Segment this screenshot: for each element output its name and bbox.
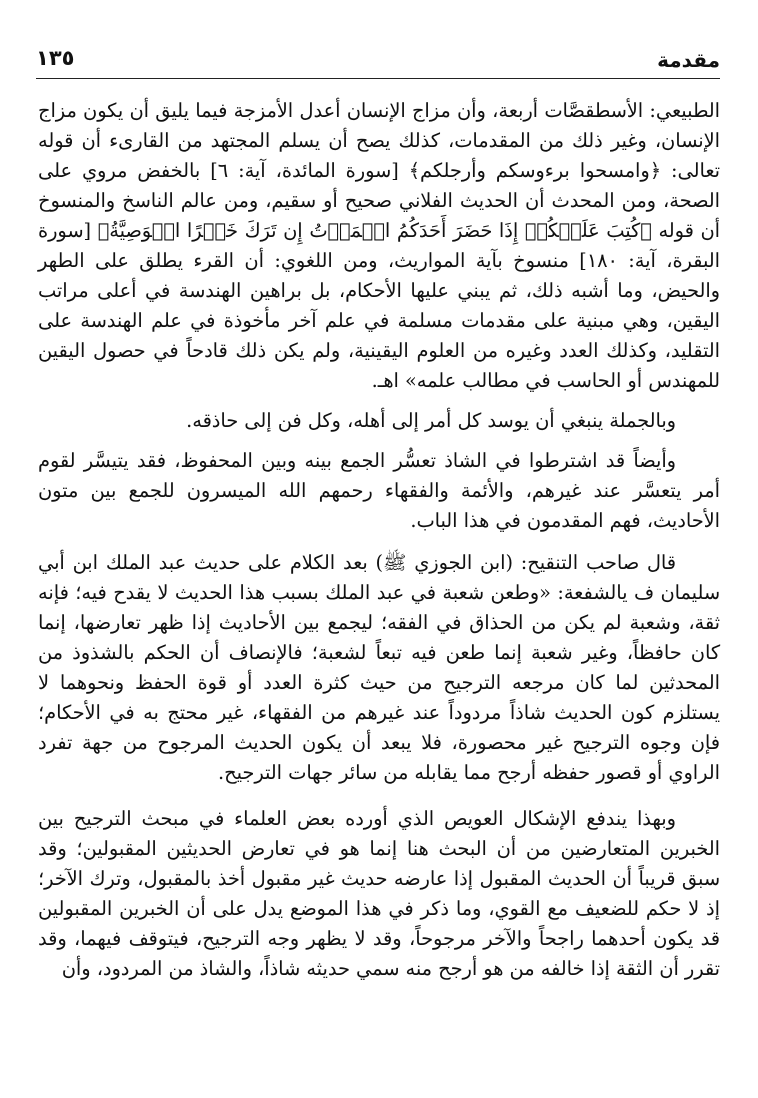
paragraph-3: وأيضاً قد اشترطوا في الشاذ تعسُّر الجمع بينه وبين المحفوظ، فقد يتيسَّر لقوم أمر يتعسَّر عند غيرهم، والأئمة والفقهاء رحمهم الله الميسرون للجمع بين متون الأحاديث، فهم المقدمون في هذا الباب. [38,449,720,532]
page-header [36,44,720,79]
paragraph-4: قال صاحب التنقيح: (ابن الجوزي ﷺ) بعد الكلام على حديث عبد الملك ابن أبي سليمان ف يالشفعة: «وطعن شعبة في عبد الملك بسبب هذا الحديث لا يقدح فيه؛ فإنه ثقة، وشعبة لم يكن من الحذاق في الفقه؛ ليجمع بين الأحاديث إذا ظهر تعارضها، إنما كان حافظاً، وغير شعبة إنما طعن فيه تبعاً لشعبة؛ فالإنصاف أن الحكم بالشذوذ من المحدثين لما كان مرجعه الترجيح من حيث كثرة العدد أو قوة الحفظ ونحوهما لا يستلزم كون الحديث شاذاً مردوداً عند غيرهم من الفقهاء، غير محتج به في الأحكام؛ فإن وجوه الترجيح غير محصورة، فلا يبعد أن يكون الحديث المرجوح من جهة تفرد الراوي أو قصور حفظه أرجح مما يقابله من سائر جهات الترجيح. [38,551,720,784]
running-title: مقدمة [657,48,720,72]
paragraph-2: وبالجملة ينبغي أن يوسد كل أمر إلى أهله، وكل فن إلى حاذقه. [186,409,676,432]
page-body [38,96,720,994]
paragraph-1: الطبيعي: الأسطقصَّات أربعة، وأن مزاج الإنسان أعدل الأمزجة فيما يليق أن يكون مزاج الإنسان، وغير ذلك من المقدمات، كذلك يصح أن يسلم المجتهد من القارىء أن قوله تعالى: ﴿وامسحوا برءوسكم وأرجلكم﴾ [سورة المائدة، آية: ٦] بالخفض مروي على الصحة، ومن المحدث أن الحديث الفلاني صحيح أو سقيم، ومن عالم الناسخ والمنسوخ أن قوله ﴿كُتِبَ عَلَيۡكُمۡ إِذَا حَضَرَ أَحَدَكُمُ الۡمَوۡتُ إِن تَرَكَ خَيۡرًا الۡوَصِيَّةُ﴾ [سورة البقرة، آية: ١٨٠] منسوخ بآية المواريث، ومن اللغوي: أن القرء يطلق على الطهر والحيض، وما أشبه ذلك، ثم يبني عليها الأحكام، بل براهين الهندسة في أعلى مراتب اليقين، وهي مبنية على مقدمات مسلمة في علم آخر مأخوذة في علم الهندسة على التقليد، وكذلك العدد وغيره من العلوم اليقينية، ولم يكن ذلك قادحاً في حصول اليقين للمهندس أو الحاسب في مطالب علمه» اهـ. [38,99,720,392]
page-number: ١٣٥ [36,46,75,70]
paragraph-5: وبهذا يندفع الإشكال العويص الذي أورده بعض العلماء في مبحث الترجيح بين الخبرين المتعارضين من أن البحث هنا إنما هو في تعارض الحديثين المقبولين؛ وقد سبق قريباً أن الحديث المقبول إذا عارضه حديث غير مقبول أخذ بالمقبول، وترك الآخر؛ إذ لا حكم للضعيف مع القوي، وما ذكر في هذا الموضع يدل على أن الخبرين المقبولين قد يكون أحدهما راجحاً والآخر مرجوحاً، وقد لا يظهر وجه الترجيح، فيتوقف فيهما، وقد تقرر أن الثقة إذا خالفه من هو أرجح منه سمي حديثه شاذاً، والشاذ من المردود، وأن [38,807,720,980]
